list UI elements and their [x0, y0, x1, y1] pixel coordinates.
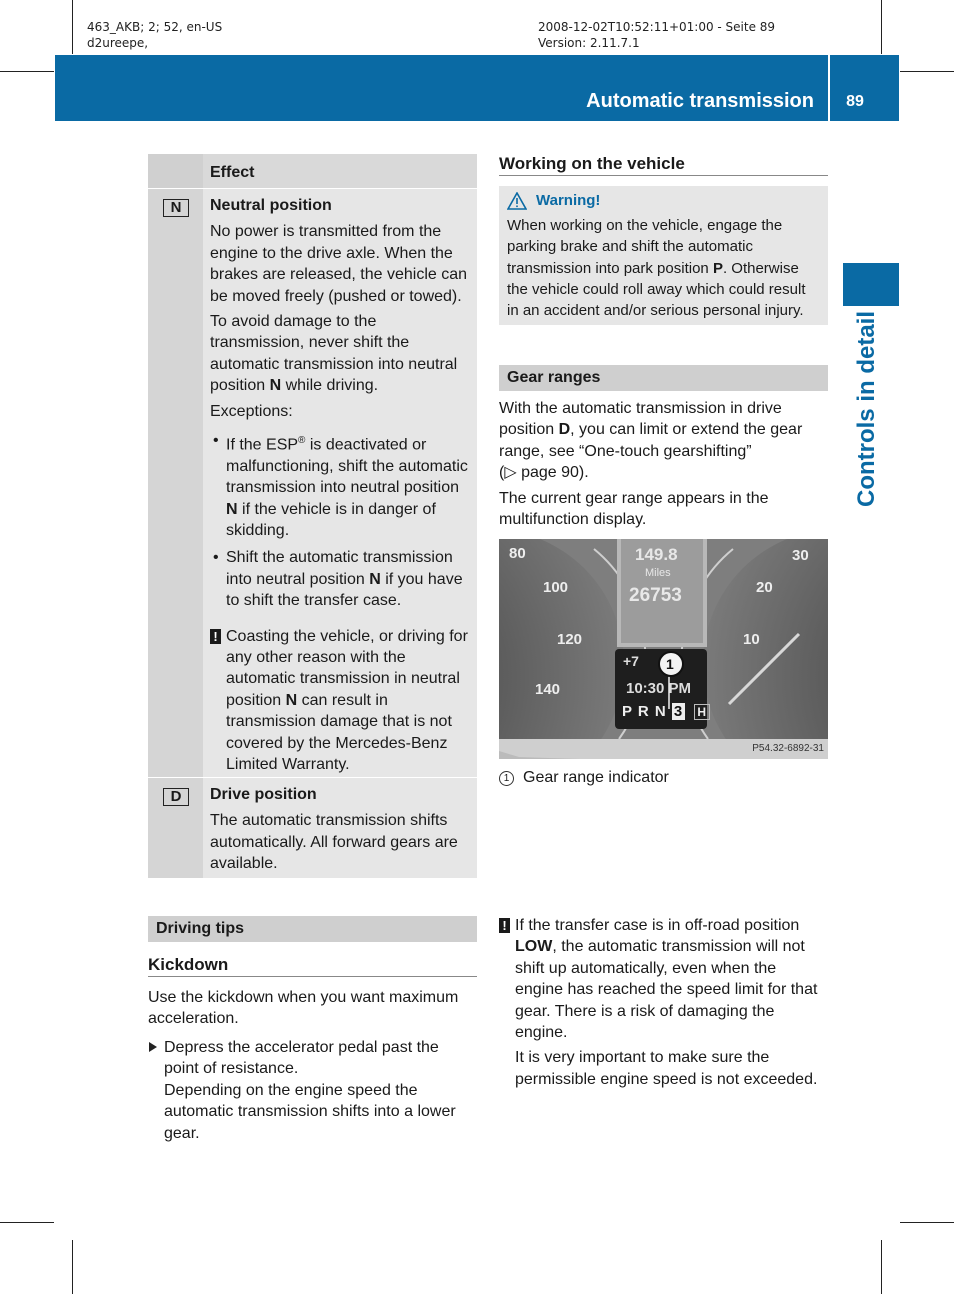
crop-mark [0, 71, 54, 72]
page-title: Automatic transmission [586, 90, 814, 112]
warning-triangle-icon [507, 192, 527, 210]
speed-mark: 100 [543, 579, 569, 596]
effect-cell [203, 778, 477, 878]
warning-label: Warning! [536, 192, 601, 209]
symbol-cell [148, 189, 203, 777]
paragraph: To avoid damage to the transmission, never shift the automatic transmission into neutral position N while driving. [210, 313, 458, 395]
speed-mark: 30 [792, 547, 809, 564]
crop-mark [881, 1240, 882, 1294]
meta-line: d2ureepe, [87, 36, 149, 50]
callout-marker: 1 [666, 656, 674, 672]
gear-letters: P R N [622, 703, 667, 720]
gear-current: 3 [673, 703, 684, 720]
gear-h: H [694, 704, 710, 720]
paragraph: The automatic transmission shifts automatically. All forward gears are available. [210, 812, 458, 873]
legend-marker: 1 [499, 771, 514, 786]
caution-note: ! Coasting the vehicle, or driving for any other reason with the automatic transmission in neutral position N can result in transmission damage that is not covered by the Mercedes-Benz Limited Warranty. [210, 626, 469, 776]
crop-mark [881, 0, 882, 54]
warning-box [499, 186, 828, 325]
meta-line: 2008-12-02T10:52:11+01:00 - Seite 89 [538, 20, 776, 34]
print-meta-right [538, 19, 775, 51]
print-meta-left [87, 19, 222, 51]
instrument-cluster-photo [499, 539, 828, 759]
legend-item [499, 767, 669, 788]
table-header-row [148, 154, 477, 188]
effect-cell [203, 189, 477, 777]
gear-n-symbol: N [163, 199, 189, 217]
gear-indicator [622, 703, 710, 720]
meta-line: 463_AKB; 2; 52, en-US [87, 20, 223, 34]
exclamation-icon: ! [210, 629, 221, 644]
section-tab [843, 263, 899, 306]
header-divider [828, 55, 830, 121]
row-title: Neutral position [210, 197, 332, 214]
speed-mark: 140 [535, 681, 561, 698]
table-row [148, 777, 477, 878]
speed-mark: 20 [756, 579, 773, 596]
speed-mark: 10 [743, 631, 760, 648]
gear-d-symbol: D [163, 788, 189, 806]
paragraph: The current gear range appears in the multifunction display. [499, 490, 769, 529]
odometer-readout: 26753 [629, 585, 682, 606]
clock-readout: 10:30 PM [626, 680, 692, 697]
caution-note: ! If the transfer case is in off-road position LOW, the automatic transmission will not shift up automatically, even when the engine has reached the speed limit for that gear. There is a risk of damaging the engine. It is very important to make sure the permissible engine speed is not exceeded. [499, 915, 828, 1090]
page-number: 89 [846, 93, 864, 110]
legend-text: Gear range indicator [523, 769, 669, 786]
unit-readout: Miles [645, 567, 671, 579]
paragraph: Use the kickdown when you want maximum acceleration. [148, 989, 459, 1028]
table-row [148, 188, 477, 777]
subheading-kickdown: Kickdown [148, 954, 477, 977]
section-tab-label: Controls in detail [853, 310, 880, 507]
row-title: Drive position [210, 786, 317, 803]
warning-text: When working on the vehicle, engage the parking brake and shift the automatic transmission into park position P. Otherwise the vehicle could roll away which could result in an accident and/or serious personal injury. [507, 217, 806, 320]
table-header-effect: Effect [210, 164, 255, 181]
table-header-cell [148, 154, 203, 188]
symbol-cell [148, 778, 203, 878]
instruction-step: Depress the accelerator pedal past the point of resistance. Depending on the engine speed the automatic transmission shifts into a lower gear. [148, 1037, 477, 1144]
photo-reference-code: P54.32-6892-31 [752, 743, 824, 754]
crop-mark [72, 0, 73, 54]
exclamation-icon: ! [499, 918, 510, 933]
crop-mark [0, 1222, 54, 1223]
trip-readout: 149.8 [635, 545, 678, 564]
gear-position-table [148, 154, 477, 878]
temperature-readout: +7 [623, 653, 639, 669]
paragraph: No power is transmitted from the engine to the drive axle. When the brakes are released, the vehicle can be moved freely (pushed or towed). [210, 223, 468, 305]
section-heading-driving-tips: Driving tips [148, 916, 477, 942]
paragraph: Exceptions: [210, 402, 293, 420]
list-item: • If the ESP® is deactivated or malfunctioning, shift the automatic transmission into neutral position N if the vehicle is in danger of skidding. [210, 430, 469, 541]
crop-mark [72, 1240, 73, 1294]
paragraph: It is very important to make sure the permissible engine speed is not exceeded. [515, 1049, 818, 1088]
paragraph: With the automatic transmission in drive position D, you can limit or extend the gear range, see “One-touch gearshifting” (▷ page 90). [499, 400, 803, 482]
warning-header [507, 190, 820, 211]
subheading-working: Working on the vehicle [499, 153, 828, 176]
crop-mark [900, 1222, 954, 1223]
section-heading-gear-ranges: Gear ranges [499, 365, 828, 391]
crop-mark [900, 71, 954, 72]
page-number-box [830, 55, 899, 121]
list-item: • Shift the automatic transmission into neutral position N if you have to shift the transfer case. [210, 547, 469, 611]
speed-mark: 80 [509, 545, 526, 562]
speed-mark: 120 [557, 631, 583, 648]
meta-line: Version: 2.11.7.1 [538, 36, 640, 50]
